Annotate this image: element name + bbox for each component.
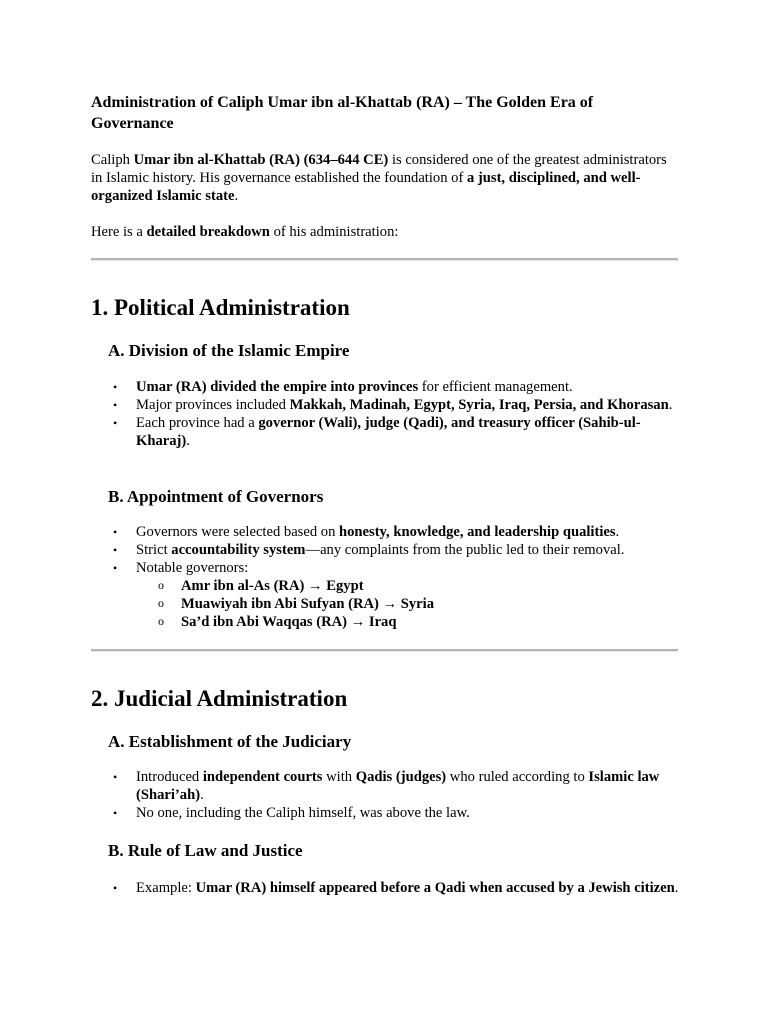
list-item-text: Notable governors:: [136, 560, 249, 576]
subheading-division: A. Division of the Islamic Empire: [108, 341, 350, 360]
list-item: [91, 804, 681, 822]
list-item-bold: independent courts: [202, 769, 323, 785]
section-heading-political: 1. Political Administration: [91, 295, 350, 320]
judiciary-list: [91, 768, 681, 822]
list-item-text: for efficient management.: [418, 379, 573, 395]
intro-text: is considered one of the greatest administrators in Islamic history. His governance established the foundation of: [91, 152, 667, 186]
list-item: [91, 523, 681, 541]
intro-text: .: [234, 188, 239, 204]
list-item-text: .: [186, 433, 190, 449]
list-item-bold: Makkah, Madinah, Egypt, Syria, Iraq, Persia, and Khorasan: [289, 397, 669, 413]
list-item: [91, 768, 681, 804]
list-item-text: .: [674, 880, 679, 896]
rule-of-law-list: [91, 879, 681, 897]
intro-text: Caliph: [91, 152, 134, 168]
breakdown-text: Here is a: [91, 224, 147, 240]
list-item-bold: Umar (RA) himself appeared before a Qadi when accused by a Jewish citizen: [195, 880, 675, 896]
list-item: [91, 396, 681, 414]
list-item: [91, 378, 681, 396]
sublist-item: o Muawiyah ibn Abi Sufyan (RA) → Syria: [136, 595, 681, 613]
list-item-bold: governor (Wali), judge (Qadi), and treasury officer (Sahib-ul-Kharaj): [136, 415, 641, 449]
subheading-judiciary: A. Establishment of the Judiciary: [108, 732, 352, 751]
list-item-bold: Qadis (judges): [355, 769, 447, 785]
list-item-bold: Islamic law (Shari’ah): [136, 769, 660, 803]
list-item-text: —any complaints from the public led to their removal.: [305, 542, 625, 558]
horizontal-rule: [91, 649, 678, 652]
list-item: [91, 541, 681, 559]
list-item-bold: honesty, knowledge, and leadership qualities: [339, 524, 616, 540]
subheading-rule-of-law: B. Rule of Law and Justice: [108, 841, 303, 860]
list-item-text: Example:: [136, 880, 196, 896]
list-item-bold: accountability system: [171, 542, 306, 558]
notable-governors-sublist: [136, 577, 681, 631]
list-item-text: with: [322, 769, 356, 785]
list-item-text: who ruled according to: [446, 769, 589, 785]
division-list: [91, 378, 681, 450]
breakdown-text: of his administration:: [269, 224, 399, 240]
intro-paragraph: [91, 151, 681, 205]
list-item-text: Introduced: [136, 769, 203, 785]
sublist-item: o Amr ibn al-As (RA) → Egypt: [136, 577, 681, 595]
subheading-governors: B. Appointment of Governors: [108, 487, 324, 506]
list-item-text: No one, including the Caliph himself, was above the law.: [136, 805, 470, 821]
list-item-bold: Umar (RA) divided the empire into provinces: [136, 379, 419, 395]
document-title: Administration of Caliph Umar ibn al-Khattab (RA) – The Golden Era of Governance: [91, 94, 594, 132]
governors-list: [91, 523, 681, 631]
list-item-text: Major provinces included: [136, 397, 290, 413]
horizontal-rule: [91, 258, 678, 261]
list-item: [91, 559, 681, 631]
intro-bold-state: a just, disciplined, and well-organized Islamic state: [91, 170, 641, 204]
breakdown-bold: detailed breakdown: [146, 224, 270, 240]
list-item-text: Each province had a: [136, 415, 259, 431]
sublist-item: o Sa’d ibn Abi Waqqas (RA) → Iraq: [136, 613, 681, 631]
list-item-text: .: [615, 524, 620, 540]
breakdown-paragraph: [91, 223, 681, 241]
list-item-text: Governors were selected based on: [136, 524, 340, 540]
list-item-text: .: [668, 397, 673, 413]
intro-bold-name: Umar ibn al-Khattab (RA) (634–644 CE): [133, 152, 389, 168]
list-item: [91, 414, 681, 450]
list-item-text: Strict: [136, 542, 172, 558]
list-item-text: .: [200, 787, 204, 803]
list-item: [91, 879, 681, 897]
section-heading-judicial: 2. Judicial Administration: [91, 686, 348, 711]
